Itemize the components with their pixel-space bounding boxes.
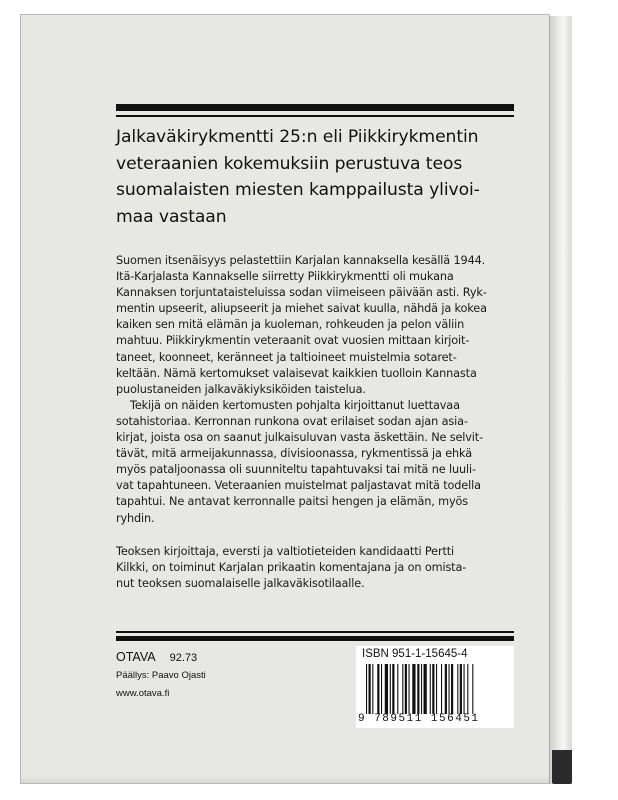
- headline-line: Jalkaväkirykmentti 25:n eli Piikkirykmentin: [116, 127, 479, 147]
- barcode-bar: [424, 664, 427, 714]
- barcode-bar: [421, 664, 422, 714]
- barcode-bar: [467, 664, 468, 714]
- text-line: myös pataljoonassa oli suunniteltu tapahtuvaksi tai mitä ne luuli-: [116, 463, 476, 477]
- barcode-bar: [417, 664, 419, 714]
- class-code: 92.73: [169, 652, 198, 664]
- barcode-bar: [366, 664, 367, 714]
- text-line: mahtuu. Piikkirykmentin veteraanit ovat vuosien mittaan kirjoit-: [116, 334, 470, 348]
- barcode-bar: [430, 664, 431, 714]
- cover-credit: Päällys: Paavo Ojasti: [116, 670, 206, 681]
- text-line: vat tapahtuneen. Veteraanien muistelmat paljastavat mitä todella: [116, 479, 481, 493]
- paragraph-2: [116, 398, 536, 527]
- text-line: ryhdin.: [116, 511, 155, 525]
- text-line: nut teoksen suomalaiselle jalkaväkisotilaalle.: [116, 576, 365, 590]
- barcode-bar: [369, 664, 371, 714]
- text-line: taneet, koonneet, keränneet ja taltioineet muistelmia sotaret-: [116, 350, 457, 364]
- barcode-bar: [441, 664, 442, 714]
- barcode-bar: [381, 664, 382, 714]
- barcode-bar: [397, 664, 398, 714]
- barcode-bar: [464, 664, 465, 714]
- publisher-website: www.otava.fi: [116, 688, 170, 699]
- isbn-label: ISBN 951-1-15645-4: [362, 648, 468, 660]
- text-line: Itä-Karjalasta Kannakselle siirretty Piikkirykmentti oli mukana: [116, 270, 454, 284]
- barcode-digits: 9 789511 156451: [358, 713, 480, 725]
- barcode-bar: [405, 664, 407, 714]
- barcode-bar: [445, 664, 447, 714]
- barcode-icon: [366, 664, 506, 714]
- barcode-bar: [460, 664, 462, 714]
- isbn-barcode-box: [356, 646, 514, 728]
- barcode-bar: [436, 664, 437, 714]
- barcode-bar: [457, 664, 458, 714]
- headline-line: maa vastaan: [116, 206, 227, 227]
- text-line: mentin upseerit, aliupseerit ja miehet saivat kuulla, nähdä ja kokea: [116, 302, 487, 316]
- paragraph-3: [116, 544, 536, 592]
- barcode-bar: [432, 664, 434, 714]
- headline-line: suomalaisten miesten kamppailusta ylivoi-: [116, 180, 480, 200]
- barcode-bar: [385, 664, 388, 714]
- barcode-bar: [390, 664, 391, 714]
- text-line: Teoksen kirjoittaja, eversti ja valtiotieteiden kandidaatti Pertti: [116, 544, 455, 558]
- headline: [116, 124, 536, 230]
- blurb-text: [116, 253, 536, 592]
- text-line: kirjat, joista osa on saanut julkaisuluvan vasta äskettäin. Ne selvit-: [116, 431, 483, 445]
- bottom-rule-thick: [116, 636, 514, 641]
- imprint: [116, 650, 206, 701]
- text-line: Suomen itsenäisyys pelastettiin Karjalan kannaksella kesällä 1944.: [116, 254, 486, 267]
- barcode-bar: [451, 664, 453, 714]
- text-line: keltään. Nämä kertomukset valaisevat kaikkien tuolloin Kannasta: [116, 366, 477, 380]
- barcode-bar: [412, 664, 415, 714]
- text-line: puolustaneiden jalkaväkiyksiköiden taistelua.: [116, 382, 366, 396]
- barcode-bar: [392, 664, 394, 714]
- top-rule-thick: [116, 104, 514, 111]
- text-line: Kilkki, on toiminut Karjalan prikaatin komentajana ja on omista-: [116, 560, 467, 574]
- text-line: sotahistoriaa. Kerronnan runkona ovat erilaiset sodan ajan asia-: [116, 414, 468, 428]
- publisher-line: [116, 650, 206, 666]
- text-line: kaiken sen mitä elämän ja kuoleman, rohkeuden ja pelon väliin: [116, 318, 465, 332]
- bottom-rule-thin: [116, 631, 514, 633]
- barcode-bar: [402, 664, 403, 714]
- text-line: Tekijä on näiden kertomusten pohjalta kirjoittanut luettavaa: [130, 398, 460, 412]
- barcode-bar: [449, 664, 450, 714]
- text-line: Kannaksen torjuntataisteluissa sodan viimeiseen päivään asti. Ryk-: [116, 286, 487, 300]
- spine-bottom-band: [552, 750, 572, 784]
- barcode-bar: [409, 664, 410, 714]
- paragraph-1: [116, 253, 536, 398]
- barcode-bar: [377, 664, 379, 714]
- text-line: tävät, mitä armeijakunnassa, divisioonassa, rykmentissä ja ehkä: [116, 447, 473, 461]
- barcode-bar: [372, 664, 373, 714]
- book-spine-edge: [549, 16, 572, 784]
- text-line: tapahtui. Ne antavat kerronnalle paitsi hengen ja elämän, myös: [116, 495, 469, 509]
- barcode-bar: [472, 664, 473, 714]
- top-rule-thin: [116, 115, 514, 117]
- publisher-name: OTAVA: [116, 650, 156, 664]
- headline-line: veteraanien kokemuksiin perustuva teos: [116, 153, 463, 174]
